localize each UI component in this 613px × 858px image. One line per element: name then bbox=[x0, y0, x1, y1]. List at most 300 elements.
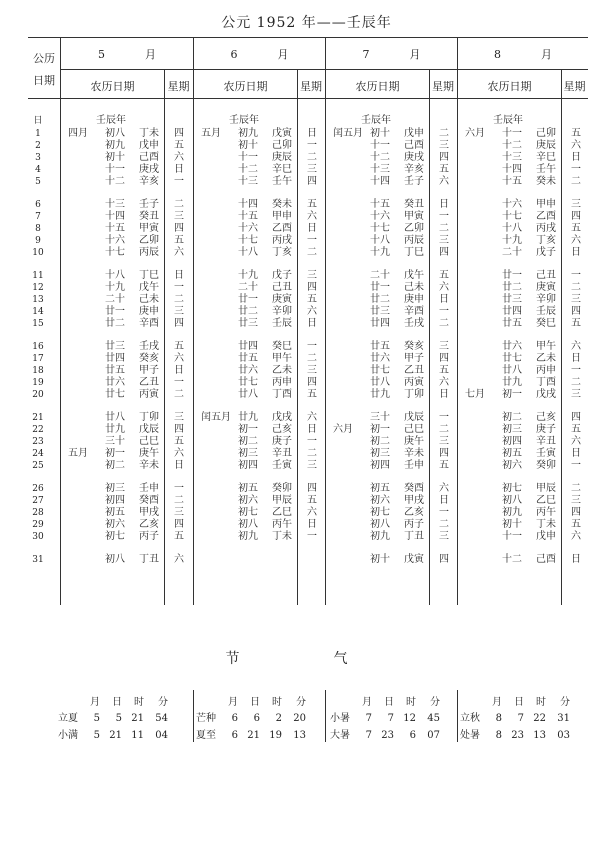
nongli-date: 初二 bbox=[370, 436, 390, 447]
ganzhi: 丁巳 bbox=[404, 247, 424, 258]
day-number: 5 bbox=[35, 177, 41, 187]
nongli-date: 廿七 bbox=[238, 377, 258, 388]
day-number: 21 bbox=[32, 413, 44, 423]
nongli-date: 初一 bbox=[238, 424, 258, 435]
jieqi-month: 6 bbox=[231, 713, 238, 724]
jieqi-hour: 22 bbox=[533, 713, 546, 724]
nongli-date: 十七 bbox=[105, 247, 125, 258]
weekday: 六 bbox=[307, 412, 317, 423]
weekday: 五 bbox=[571, 223, 581, 234]
ganzhi: 己酉 bbox=[404, 140, 424, 151]
month-unit: 月 bbox=[541, 48, 552, 61]
ganzhi: 壬申 bbox=[139, 483, 159, 494]
weekday: 二 bbox=[439, 128, 449, 139]
ganzhi: 丁丑 bbox=[404, 531, 424, 542]
col-hour: 时 bbox=[536, 697, 546, 708]
nongli-date: 十三 bbox=[502, 152, 522, 163]
day-number: 18 bbox=[32, 366, 44, 376]
ganzhi: 癸亥 bbox=[139, 353, 159, 364]
nongli-date: 十一 bbox=[238, 152, 258, 163]
month-unit: 月 bbox=[145, 48, 156, 61]
weekday: 二 bbox=[439, 519, 449, 530]
weekday: 三 bbox=[174, 211, 184, 222]
weekday: 三 bbox=[571, 495, 581, 506]
weekday: 五 bbox=[571, 519, 581, 530]
nongli-date: 廿五 bbox=[502, 318, 522, 329]
weekday: 二 bbox=[571, 377, 581, 388]
jieqi-hour: 19 bbox=[269, 730, 282, 741]
weekday: 二 bbox=[439, 424, 449, 435]
nongli-date: 十五 bbox=[502, 176, 522, 187]
nongli-date: 十六 bbox=[105, 235, 125, 246]
weekday: 一 bbox=[307, 436, 317, 447]
ganzhi: 辛亥 bbox=[139, 176, 159, 187]
jieqi-day: 23 bbox=[511, 730, 524, 741]
jieqi-month: 7 bbox=[365, 730, 372, 741]
weekday: 四 bbox=[174, 424, 184, 435]
day-number: 25 bbox=[32, 461, 44, 471]
weekday: 三 bbox=[307, 460, 317, 471]
ganzhi: 乙未 bbox=[272, 365, 292, 376]
nongli-date: 初二 bbox=[238, 436, 258, 447]
weekday: 日 bbox=[174, 460, 184, 471]
nongli-date: 初二 bbox=[105, 460, 125, 471]
ganzhi: 戊子 bbox=[536, 247, 556, 258]
jieqi-hour: 21 bbox=[131, 713, 144, 724]
nongli-date: 廿三 bbox=[370, 306, 390, 317]
ganzhi: 戊辰 bbox=[139, 424, 159, 435]
jieqi-minute: 31 bbox=[557, 713, 570, 724]
ganzhi: 庚辰 bbox=[272, 152, 292, 163]
weekday: 三 bbox=[439, 140, 449, 151]
ganzhi: 戊午 bbox=[139, 282, 159, 293]
ganzhi: 辛巳 bbox=[272, 164, 292, 175]
col-month: 月 bbox=[228, 697, 238, 708]
nongli-date: 廿三 bbox=[238, 318, 258, 329]
nongli-date: 十五 bbox=[238, 211, 258, 222]
weekday: 六 bbox=[571, 235, 581, 246]
weekday: 日 bbox=[571, 353, 581, 364]
nongli-date: 十一 bbox=[502, 531, 522, 542]
ganzhi: 壬申 bbox=[404, 460, 424, 471]
nongli-date: 廿七 bbox=[502, 353, 522, 364]
weekday: 六 bbox=[174, 554, 184, 565]
weekday: 三 bbox=[439, 235, 449, 246]
nongli-date: 十二 bbox=[105, 176, 125, 187]
nongli-date: 廿七 bbox=[105, 389, 125, 400]
weekday: 三 bbox=[307, 365, 317, 376]
ganzhi: 戊申 bbox=[536, 531, 556, 542]
day-number: 12 bbox=[32, 283, 44, 293]
nongli-date: 十六 bbox=[370, 211, 390, 222]
ganzhi: 庚寅 bbox=[272, 294, 292, 305]
nongli-date: 十一 bbox=[370, 140, 390, 151]
ganzhi: 丁未 bbox=[272, 531, 292, 542]
col-divider bbox=[325, 37, 326, 605]
weekday: 六 bbox=[174, 448, 184, 459]
col-day: 日 bbox=[384, 697, 394, 708]
nongli-date: 初九 bbox=[238, 531, 258, 542]
jieqi-hour: 11 bbox=[131, 730, 144, 741]
ganzhi: 庚戌 bbox=[404, 152, 424, 163]
weekday: 四 bbox=[571, 412, 581, 423]
ganzhi: 戊寅 bbox=[404, 554, 424, 565]
nongli-date: 廿二 bbox=[370, 294, 390, 305]
weekday: 一 bbox=[307, 235, 317, 246]
ganzhi: 己未 bbox=[404, 282, 424, 293]
col-divider bbox=[457, 37, 458, 605]
jieqi-row bbox=[330, 728, 440, 744]
jieqi-hour: 13 bbox=[533, 730, 546, 741]
weekday: 六 bbox=[439, 377, 449, 388]
day-number: 2 bbox=[35, 141, 41, 151]
day-number: 29 bbox=[32, 520, 44, 530]
weekday: 二 bbox=[307, 152, 317, 163]
ganzhi: 乙酉 bbox=[272, 223, 292, 234]
ganzhi: 壬寅 bbox=[272, 460, 292, 471]
col-minute: 分 bbox=[296, 697, 306, 708]
nongli-date: 廿八 bbox=[502, 365, 522, 376]
ganzhi: 乙丑 bbox=[139, 377, 159, 388]
jieqi-divider bbox=[457, 690, 458, 742]
nongli-date: 廿六 bbox=[502, 341, 522, 352]
nongli-date: 十七 bbox=[370, 223, 390, 234]
ganzhi: 癸亥 bbox=[404, 341, 424, 352]
weekday: 五 bbox=[307, 495, 317, 506]
ganzhi: 乙巳 bbox=[272, 507, 292, 518]
jieqi-header bbox=[58, 695, 168, 711]
weekday: 一 bbox=[571, 270, 581, 281]
nongli-date: 初五 bbox=[370, 483, 390, 494]
weekday: 二 bbox=[174, 495, 184, 506]
weekday: 四 bbox=[174, 128, 184, 139]
nongli-date: 初一 bbox=[105, 448, 125, 459]
nongli-date: 初六 bbox=[502, 460, 522, 471]
ganzhi: 丁卯 bbox=[139, 412, 159, 423]
weekday: 日 bbox=[571, 448, 581, 459]
ganzhi: 壬午 bbox=[272, 176, 292, 187]
ganzhi: 丁卯 bbox=[404, 389, 424, 400]
day-number: 11 bbox=[32, 271, 44, 281]
ganzhi: 己亥 bbox=[536, 412, 556, 423]
jieqi-day: 7 bbox=[517, 713, 524, 724]
ganzhi: 庚午 bbox=[404, 436, 424, 447]
nongli-date: 十七 bbox=[238, 235, 258, 246]
nongli-date: 廿五 bbox=[370, 341, 390, 352]
ganzhi: 乙丑 bbox=[404, 365, 424, 376]
jieqi-name: 处暑 bbox=[460, 730, 480, 741]
weekday: 日 bbox=[439, 389, 449, 400]
page-title: 公元 1952 年——壬辰年 bbox=[221, 15, 392, 31]
day-number: 27 bbox=[32, 496, 44, 506]
nongli-date: 廿六 bbox=[370, 353, 390, 364]
week-divider bbox=[164, 70, 165, 605]
weekday: 三 bbox=[571, 389, 581, 400]
weekday: 三 bbox=[439, 531, 449, 542]
week-divider bbox=[561, 70, 562, 605]
ganzhi: 丙午 bbox=[272, 519, 292, 530]
ganzhi: 甲午 bbox=[272, 353, 292, 364]
lunar-month-mark: 七月 bbox=[465, 389, 485, 400]
ganzhi: 壬子 bbox=[404, 176, 424, 187]
jieqi-month: 5 bbox=[93, 713, 100, 724]
jieqi-day: 23 bbox=[381, 730, 394, 741]
weekday: 五 bbox=[174, 235, 184, 246]
ganzhi: 丁丑 bbox=[139, 554, 159, 565]
weekday: 三 bbox=[439, 341, 449, 352]
weekday: 二 bbox=[571, 176, 581, 187]
weekday: 日 bbox=[174, 164, 184, 175]
ganzhi: 乙卯 bbox=[404, 223, 424, 234]
lunar-month-mark: 五月 bbox=[68, 448, 88, 459]
month-header bbox=[194, 46, 325, 62]
day-number: 23 bbox=[32, 437, 44, 447]
jieqi-row bbox=[330, 711, 440, 727]
weekday: 三 bbox=[307, 164, 317, 175]
lunar-month-mark: 六月 bbox=[333, 424, 353, 435]
lunar-month-mark: 六月 bbox=[465, 128, 485, 139]
jieqi-row bbox=[460, 728, 570, 744]
jieqi-header bbox=[196, 695, 306, 711]
ganzhi: 丙午 bbox=[536, 507, 556, 518]
weekday: 四 bbox=[439, 448, 449, 459]
jieqi-minute: 13 bbox=[293, 730, 306, 741]
weekday: 三 bbox=[174, 507, 184, 518]
ganzhi: 壬辰 bbox=[536, 306, 556, 317]
weekday: 五 bbox=[307, 389, 317, 400]
jieqi-row bbox=[460, 711, 570, 727]
ganzhi: 戊申 bbox=[139, 140, 159, 151]
nongli-date: 初十 bbox=[105, 152, 125, 163]
day-number: 20 bbox=[32, 390, 44, 400]
nongli-date: 十一 bbox=[105, 164, 125, 175]
col-minute: 分 bbox=[430, 697, 440, 708]
ganzhi: 甲戌 bbox=[404, 495, 424, 506]
year-label: 壬辰年 bbox=[229, 115, 259, 126]
nongli-date: 初一 bbox=[370, 424, 390, 435]
weekday: 日 bbox=[307, 223, 317, 234]
weekday: 一 bbox=[174, 483, 184, 494]
nongli-date: 十二 bbox=[370, 152, 390, 163]
jieqi-hour: 12 bbox=[403, 713, 416, 724]
jieqi-name: 立秋 bbox=[460, 713, 480, 724]
ganzhi: 丙戌 bbox=[272, 235, 292, 246]
ganzhi: 庚辰 bbox=[536, 140, 556, 151]
day-number: 6 bbox=[35, 200, 41, 210]
nongli-date: 初三 bbox=[370, 448, 390, 459]
nongli-date: 廿九 bbox=[502, 377, 522, 388]
ganzhi: 癸丑 bbox=[404, 199, 424, 210]
nongli-date: 初七 bbox=[502, 483, 522, 494]
ganzhi: 丙子 bbox=[404, 519, 424, 530]
nongli-date: 初十 bbox=[238, 140, 258, 151]
ganzhi: 丙辰 bbox=[404, 235, 424, 246]
jieqi-minute: 04 bbox=[155, 730, 168, 741]
weekday: 四 bbox=[174, 318, 184, 329]
weekday: 一 bbox=[571, 164, 581, 175]
ganzhi: 癸酉 bbox=[139, 495, 159, 506]
col-day: 日 bbox=[250, 697, 260, 708]
nongli-date: 廿一 bbox=[502, 270, 522, 281]
jieqi-month: 5 bbox=[93, 730, 100, 741]
nongli-date: 初十 bbox=[370, 554, 390, 565]
jieqi-day: 6 bbox=[253, 713, 260, 724]
ganzhi: 庚子 bbox=[536, 424, 556, 435]
weekday: 一 bbox=[307, 531, 317, 542]
nongli-date: 三十 bbox=[370, 412, 390, 423]
ganzhi: 丙申 bbox=[272, 377, 292, 388]
weekday: 三 bbox=[307, 270, 317, 281]
jieqi-name: 小满 bbox=[58, 730, 78, 741]
nongli-date: 十八 bbox=[105, 270, 125, 281]
xingqi-header: 星期 bbox=[300, 80, 322, 93]
weekday: 五 bbox=[571, 128, 581, 139]
lunar-month-mark: 闰五月 bbox=[333, 128, 363, 139]
weekday: 六 bbox=[439, 483, 449, 494]
col-divider bbox=[60, 37, 61, 605]
weekday: 六 bbox=[571, 436, 581, 447]
weekday: 四 bbox=[307, 483, 317, 494]
jieqi-minute: 03 bbox=[557, 730, 570, 741]
nongli-date: 初四 bbox=[238, 460, 258, 471]
day-number: 3 bbox=[35, 153, 41, 163]
nongli-date: 廿六 bbox=[105, 377, 125, 388]
nongli-date: 十四 bbox=[502, 164, 522, 175]
jieqi-month: 6 bbox=[231, 730, 238, 741]
ganzhi: 甲戌 bbox=[139, 507, 159, 518]
nongli-date: 十八 bbox=[502, 223, 522, 234]
weekday: 五 bbox=[439, 460, 449, 471]
jieqi-row bbox=[58, 711, 168, 727]
weekday: 一 bbox=[571, 365, 581, 376]
weekday: 五 bbox=[174, 341, 184, 352]
weekday: 一 bbox=[174, 377, 184, 388]
nongli-date: 廿五 bbox=[105, 365, 125, 376]
nongli-date: 初六 bbox=[370, 495, 390, 506]
ganzhi: 戊辰 bbox=[404, 412, 424, 423]
jieqi-hour: 6 bbox=[409, 730, 416, 741]
ganzhi: 癸卯 bbox=[536, 460, 556, 471]
ganzhi: 壬午 bbox=[536, 164, 556, 175]
weekday: 一 bbox=[174, 176, 184, 187]
nongli-date: 十四 bbox=[105, 211, 125, 222]
ganzhi: 癸卯 bbox=[272, 483, 292, 494]
ganzhi: 壬辰 bbox=[272, 318, 292, 329]
jieqi-name: 夏至 bbox=[196, 730, 216, 741]
weekday: 日 bbox=[571, 152, 581, 163]
day-number: 4 bbox=[35, 165, 41, 175]
ganzhi: 己酉 bbox=[139, 152, 159, 163]
jieqi-divider bbox=[325, 690, 326, 742]
col-divider bbox=[193, 37, 194, 605]
nongli-date: 初四 bbox=[105, 495, 125, 506]
month-header bbox=[458, 46, 588, 62]
ganzhi: 甲子 bbox=[404, 353, 424, 364]
ganzhi: 庚申 bbox=[404, 294, 424, 305]
weekday: 四 bbox=[307, 176, 317, 187]
ganzhi: 癸巳 bbox=[272, 341, 292, 352]
nongli-date: 廿四 bbox=[105, 353, 125, 364]
month-header bbox=[61, 46, 193, 62]
weekday: 四 bbox=[174, 519, 184, 530]
jieqi-day: 5 bbox=[115, 713, 122, 724]
weekday: 五 bbox=[439, 164, 449, 175]
nongli-date: 廿四 bbox=[238, 341, 258, 352]
nongli-header: 农历日期 bbox=[90, 80, 135, 93]
nongli-date: 廿八 bbox=[370, 377, 390, 388]
ganzhi: 辛卯 bbox=[272, 306, 292, 317]
weekday: 三 bbox=[571, 294, 581, 305]
ganzhi: 甲子 bbox=[139, 365, 159, 376]
nongli-date: 廿二 bbox=[238, 306, 258, 317]
nongli-date: 廿一 bbox=[238, 294, 258, 305]
col-hour: 时 bbox=[406, 697, 416, 708]
nongli-date: 十四 bbox=[238, 199, 258, 210]
nongli-date: 十四 bbox=[370, 176, 390, 187]
weekday: 六 bbox=[174, 247, 184, 258]
weekday: 日 bbox=[174, 270, 184, 281]
nongli-date: 十三 bbox=[105, 199, 125, 210]
weekday: 四 bbox=[571, 306, 581, 317]
nongli-date: 廿八 bbox=[105, 412, 125, 423]
nongli-header: 农历日期 bbox=[487, 80, 532, 93]
nongli-date: 二十 bbox=[238, 282, 258, 293]
ganzhi: 庚子 bbox=[272, 436, 292, 447]
day-number: 1 bbox=[35, 129, 41, 139]
lunar-month-mark: 闰五月 bbox=[201, 412, 231, 423]
ganzhi: 己丑 bbox=[272, 282, 292, 293]
weekday: 六 bbox=[174, 353, 184, 364]
nongli-date: 初五 bbox=[238, 483, 258, 494]
nongli-date: 初八 bbox=[105, 554, 125, 565]
ganzhi: 癸丑 bbox=[139, 211, 159, 222]
weekday: 一 bbox=[439, 507, 449, 518]
weekday: 五 bbox=[571, 318, 581, 329]
nongli-date: 初七 bbox=[370, 507, 390, 518]
nongli-date: 十八 bbox=[370, 235, 390, 246]
nongli-date: 初八 bbox=[105, 128, 125, 139]
weekday: 六 bbox=[571, 140, 581, 151]
jieqi-name: 芒种 bbox=[196, 713, 216, 724]
nongli-date: 廿三 bbox=[105, 341, 125, 352]
weekday: 四 bbox=[439, 152, 449, 163]
nongli-date: 廿九 bbox=[370, 389, 390, 400]
day-number: 17 bbox=[32, 354, 44, 364]
nongli-date: 廿六 bbox=[238, 365, 258, 376]
table-top-rule bbox=[28, 37, 588, 38]
nongli-date: 十二 bbox=[502, 554, 522, 565]
jieqi-title: 节 气 bbox=[225, 651, 388, 667]
weekday: 日 bbox=[307, 424, 317, 435]
nongli-date: 廿八 bbox=[238, 389, 258, 400]
ganzhi: 丁未 bbox=[139, 128, 159, 139]
weekday: 日 bbox=[307, 519, 317, 530]
nongli-date: 十九 bbox=[502, 235, 522, 246]
ganzhi: 辛卯 bbox=[536, 294, 556, 305]
nongli-date: 廿四 bbox=[370, 318, 390, 329]
weekday: 六 bbox=[307, 306, 317, 317]
ganzhi: 甲申 bbox=[536, 199, 556, 210]
ganzhi: 辛丑 bbox=[272, 448, 292, 459]
nongli-date: 廿五 bbox=[238, 353, 258, 364]
weekday: 六 bbox=[571, 341, 581, 352]
nongli-date: 初二 bbox=[502, 412, 522, 423]
day-number: 22 bbox=[32, 425, 44, 435]
ganzhi: 丁巳 bbox=[139, 270, 159, 281]
nongli-date: 十九 bbox=[370, 247, 390, 258]
weekday: 二 bbox=[174, 294, 184, 305]
weekday: 五 bbox=[439, 365, 449, 376]
